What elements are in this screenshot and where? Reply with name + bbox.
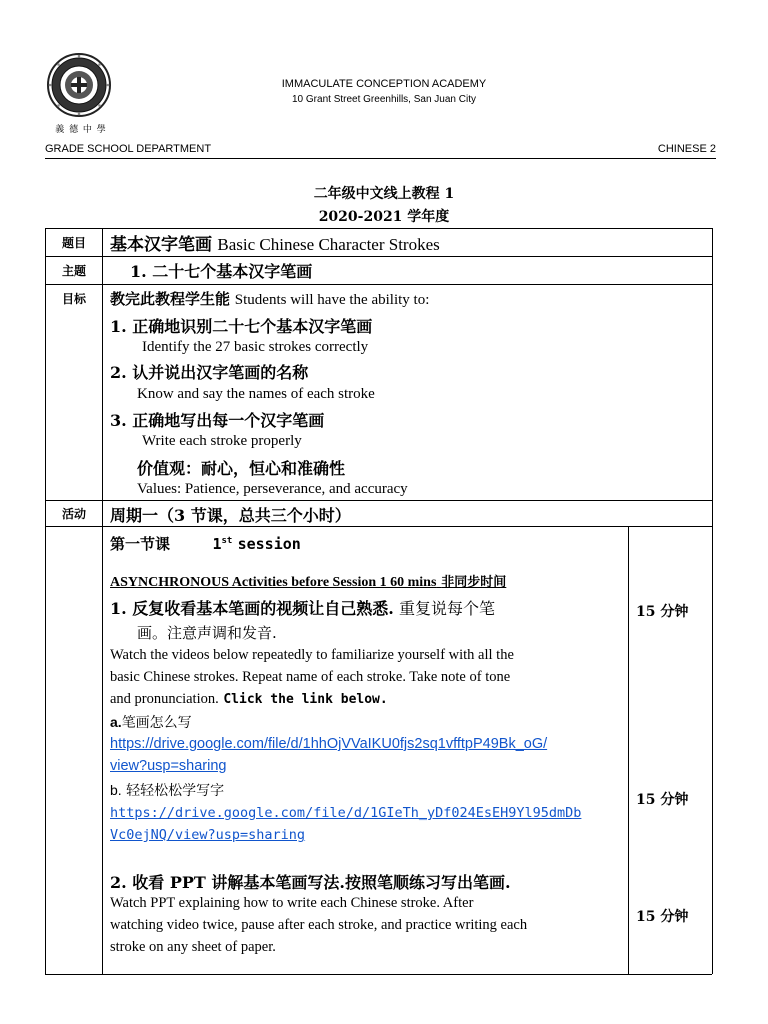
values-en: Values: Patience, perseverance, and accuracy bbox=[137, 481, 408, 497]
table-time-column-divider bbox=[628, 526, 629, 974]
async-title bbox=[110, 571, 506, 591]
table-row-divider bbox=[45, 526, 712, 527]
objective-3-zh: 3. 正确地写出每一个汉字笔画 bbox=[110, 411, 325, 430]
task-1-en-line2: basic Chinese strokes. Repeat name of each stroke. Take note of tone bbox=[110, 669, 511, 685]
task-1-zh-bold: 1. 反复收看基本笔画的视频让自己熟悉. bbox=[110, 599, 394, 618]
objective-1-zh: 1. 正确地识别二十七个基本汉字笔画 bbox=[110, 317, 373, 336]
time-task-1: 15 分钟 bbox=[636, 604, 689, 620]
async-title-en: ASYNCHRONOUS Activities before Session 1 60 mins bbox=[110, 575, 437, 590]
activity-label: 活动 bbox=[61, 507, 86, 521]
document-title: 二年级中文线上教程 1 bbox=[313, 186, 455, 202]
task-1-en-line1: Watch the videos below repeatedly to familiarize yourself with all the bbox=[110, 647, 514, 663]
school-address: 10 Grant Street Greenhills, San Juan City bbox=[292, 94, 476, 105]
activity-day: 周期一（3 节课，总共三个小时） bbox=[110, 506, 351, 525]
objective-1-en: Identify the 27 basic strokes correctly bbox=[142, 339, 369, 355]
objective-2-zh: 2. 认并说出汉字笔画的名称 bbox=[110, 363, 309, 382]
session-heading-zh: 第一节课 bbox=[110, 535, 171, 553]
video-link-b[interactable]: https://drive.google.com/file/d/1GIeTh_yDf024EsEH9Yl95dmDb bbox=[110, 805, 582, 821]
time-link-b: 15 分钟 bbox=[636, 792, 689, 808]
objective-2-en: Know and say the names of each stroke bbox=[137, 386, 375, 402]
topic-zh: 基本汉字笔画 bbox=[110, 235, 212, 255]
task-2-en-line3: stroke on any sheet of paper. bbox=[110, 939, 276, 955]
link-b-caption bbox=[110, 780, 224, 800]
table-row-divider bbox=[45, 284, 712, 285]
video-link-b-continued[interactable]: Vc0ejNQ/view?usp=sharing bbox=[110, 827, 306, 843]
theme-value: 1. 二十七个基本汉字笔画 bbox=[130, 262, 313, 281]
task-2-en-line2: watching video twice, pause after each stroke, and practice writing each bbox=[110, 917, 528, 933]
time-task-2: 15 分钟 bbox=[636, 909, 689, 925]
table-border-left bbox=[45, 228, 46, 974]
table-border-right bbox=[712, 228, 713, 974]
link-a-line2[interactable] bbox=[110, 758, 226, 774]
objective-intro-en: Students will have the ability to: bbox=[234, 292, 430, 308]
objective-3-en: Write each stroke properly bbox=[142, 433, 302, 449]
task-1-zh-line2: 画。注意声调和发音. bbox=[137, 624, 277, 642]
task-1-zh bbox=[110, 596, 495, 619]
topic-value bbox=[110, 230, 440, 255]
link-a-label: a. bbox=[110, 714, 122, 730]
async-title-zh: 非同步时间 bbox=[441, 575, 507, 590]
click-link-instruction: Click the link below. bbox=[223, 692, 388, 707]
subject-label: CHINESE 2 bbox=[657, 143, 716, 155]
link-b-label: b. bbox=[110, 782, 122, 798]
objective-intro bbox=[110, 288, 429, 309]
table-column-divider bbox=[102, 228, 103, 974]
department-label: GRADE SCHOOL DEPARTMENT bbox=[45, 143, 212, 155]
link-a-caption bbox=[110, 712, 192, 732]
header-divider bbox=[45, 158, 716, 159]
table-row-divider bbox=[45, 500, 712, 501]
session-heading-sup: st bbox=[221, 536, 233, 546]
session-heading-en: session bbox=[237, 535, 301, 553]
task-2-en-line1: Watch PPT explaining how to write each Chinese stroke. After bbox=[110, 895, 474, 911]
values-zh: 价值观：耐心，恒心和准确性 bbox=[137, 459, 346, 478]
table-row-divider bbox=[45, 256, 712, 257]
task-1-en-line3-text: and pronunciation. bbox=[110, 691, 219, 707]
link-a-title: 笔画怎么写 bbox=[121, 715, 192, 731]
video-link-a[interactable]: https://drive.google.com/file/d/1hhOjVVaIKU0fjs2sq1vfftpP49Bk_oG/ bbox=[110, 736, 548, 752]
topic-label: 题目 bbox=[61, 236, 86, 250]
school-name: IMMACULATE CONCEPTION ACADEMY bbox=[281, 78, 487, 90]
objective-label: 目标 bbox=[61, 292, 86, 306]
link-b-line1[interactable] bbox=[110, 805, 581, 821]
video-link-a-continued[interactable]: view?usp=sharing bbox=[110, 758, 227, 774]
table-border-top bbox=[45, 228, 712, 229]
task-1-zh-rest: 重复说每个笔 bbox=[398, 599, 495, 618]
task-1-en-line3 bbox=[110, 691, 388, 708]
link-b-line2[interactable] bbox=[110, 827, 305, 843]
link-b-title: 轻轻松松学写字 bbox=[126, 783, 225, 799]
table-border-bottom bbox=[45, 974, 712, 975]
school-motto: 義 德 中 學 bbox=[55, 125, 107, 135]
topic-en: Basic Chinese Character Strokes bbox=[217, 235, 440, 254]
session-heading-number: 1 bbox=[212, 535, 222, 553]
theme-label: 主题 bbox=[61, 264, 86, 278]
school-year: 2020-2021 学年度 bbox=[318, 209, 450, 225]
session-heading bbox=[110, 533, 301, 554]
link-a-line1[interactable] bbox=[110, 736, 547, 752]
objective-intro-zh: 教完此教程学生能 bbox=[110, 290, 231, 308]
task-2-zh: 2. 收看 PPT 讲解基本笔画写法.按照笔顺练习写出笔画. bbox=[110, 873, 511, 892]
